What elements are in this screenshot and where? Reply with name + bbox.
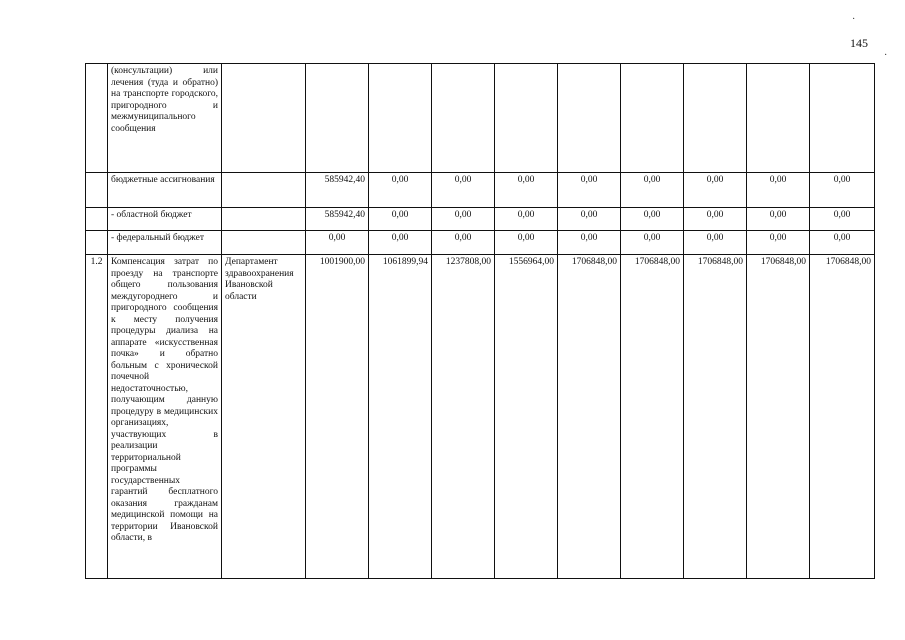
row-department: Департамент здравоохранения Ивановской области [222, 255, 306, 579]
value-cell [558, 64, 621, 173]
value-cell: 1061899,94 [369, 255, 432, 579]
value-cell [369, 64, 432, 173]
budget-table [85, 63, 875, 579]
row-description: - областной бюджет [108, 208, 222, 231]
row-description: Компенсация затрат по проезду на транспорте общего пользования междугороднего и пригородного сообщения к месту получения процедуры диализа на аппарате «искусственная почка» и обратно больным с хронической почечной недостаточностью, получающим данную процедуру в медицинских организациях, участвующих в реализации территориальной программы государственных гарантий бесплатного оказания гражданам медицинской помощи на территории Ивановской области, в [108, 255, 222, 579]
value-cell: 0,00 [684, 231, 747, 255]
value-cell: 585942,40 [306, 208, 369, 231]
value-cell [621, 64, 684, 173]
value-cell: 0,00 [432, 208, 495, 231]
row-description: (консультации) или лечения (туда и обратно) на транспорте городского, пригородного и межмуниципального сообщения [108, 64, 222, 173]
table-row [86, 208, 875, 231]
value-cell [684, 64, 747, 173]
value-cell [810, 64, 875, 173]
value-cell: 0,00 [558, 208, 621, 231]
value-cell: 0,00 [810, 231, 875, 255]
value-cell: 0,00 [747, 231, 810, 255]
row-index: 1.2 [86, 255, 108, 579]
value-cell: 1001900,00 [306, 255, 369, 579]
scan-speck: · [884, 50, 888, 61]
value-cell: 1706848,00 [558, 255, 621, 579]
value-cell: 0,00 [558, 173, 621, 208]
value-cell: 0,00 [369, 208, 432, 231]
table-row [86, 255, 875, 579]
value-cell: 0,00 [306, 231, 369, 255]
value-cell: 0,00 [621, 231, 684, 255]
value-cell [306, 64, 369, 173]
value-cell: 0,00 [495, 173, 558, 208]
value-cell: 0,00 [369, 173, 432, 208]
row-index [86, 173, 108, 208]
value-cell: 0,00 [747, 173, 810, 208]
value-cell: 1706848,00 [684, 255, 747, 579]
value-cell: 0,00 [810, 173, 875, 208]
table-row [86, 64, 875, 173]
value-cell: 0,00 [684, 208, 747, 231]
row-index [86, 208, 108, 231]
row-description: бюджетные ассигнования [108, 173, 222, 208]
value-cell: 0,00 [621, 208, 684, 231]
value-cell: 0,00 [621, 173, 684, 208]
value-cell: 0,00 [432, 173, 495, 208]
row-index [86, 64, 108, 173]
scan-speck: · [852, 14, 856, 25]
table-row [86, 173, 875, 208]
value-cell: 0,00 [495, 231, 558, 255]
value-cell [432, 64, 495, 173]
value-cell: 1237808,00 [432, 255, 495, 579]
row-department [222, 231, 306, 255]
value-cell [495, 64, 558, 173]
page-number: 145 [850, 36, 868, 50]
value-cell: 0,00 [684, 173, 747, 208]
row-department [222, 173, 306, 208]
value-cell: 0,00 [432, 231, 495, 255]
value-cell: 1706848,00 [810, 255, 875, 579]
value-cell: 1556964,00 [495, 255, 558, 579]
table-row [86, 231, 875, 255]
value-cell: 0,00 [558, 231, 621, 255]
value-cell: 1706848,00 [747, 255, 810, 579]
row-department [222, 208, 306, 231]
value-cell [747, 64, 810, 173]
row-index [86, 231, 108, 255]
row-department [222, 64, 306, 173]
value-cell: 0,00 [369, 231, 432, 255]
value-cell: 1706848,00 [621, 255, 684, 579]
value-cell: 0,00 [747, 208, 810, 231]
value-cell: 0,00 [810, 208, 875, 231]
value-cell: 585942,40 [306, 173, 369, 208]
value-cell: 0,00 [495, 208, 558, 231]
row-description: - федеральный бюджет [108, 231, 222, 255]
